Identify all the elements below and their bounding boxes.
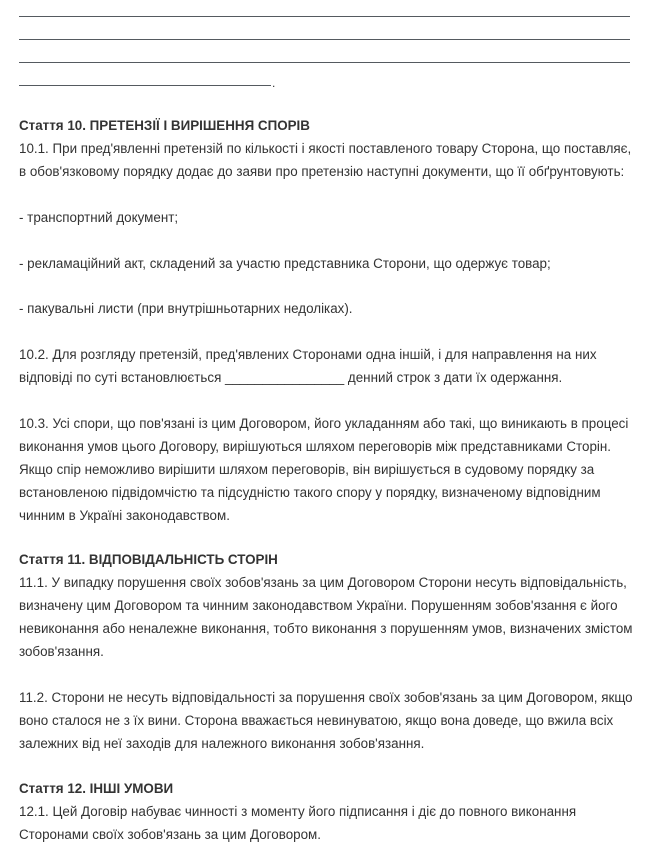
article-12-1-line: Сторонами своїх зобов'язань за цим Договором. <box>19 827 321 842</box>
article-10-2-line: відповіді по суті встановлюється ________________ денний строк з дати їх одержання. <box>19 370 563 385</box>
article-11-2-line: воно сталося не з їх вини. Сторона вважається невинуватою, якщо вона доведе, що вжила всіх <box>19 713 614 728</box>
article-11-heading: Стаття 11. ВІДПОВІДАЛЬНІСТЬ СТОРІН <box>19 552 278 567</box>
blank-fill-line <box>19 39 630 40</box>
article-12-heading: Стаття 12. ІНШІ УМОВИ <box>19 781 174 796</box>
blank-fill-line-short <box>19 85 271 86</box>
article-10-heading: Стаття 10. ПРЕТЕНЗІЇ І ВИРІШЕННЯ СПОРІВ <box>19 118 310 133</box>
article-11-2-line: 11.2. Сторони не несуть відповідальності за порушення своїх зобов'язань за цим Договором, якщо <box>19 690 633 705</box>
blank-fill-line <box>19 16 630 17</box>
article-11-1-line: зобов'язання. <box>19 644 104 659</box>
article-10-2-line: 10.2. Для розгляду претензій, пред'явлених Сторонами одна іншій, і для направлення на них <box>19 347 597 362</box>
blank-fill-line <box>19 62 630 63</box>
document-list-item: - рекламаційний акт, складений за участю представника Сторони, що одержує товар; <box>19 256 551 271</box>
article-10-1-line: 10.1. При пред'явленні претензій по кількості і якості поставленого товару Сторона, що поставляє, <box>19 141 632 156</box>
article-11-1-line: визначену цим Договором та чинним законодавством України. Порушенням зобов'язання є його <box>19 598 618 613</box>
article-11-1-line: 11.1. У випадку порушення своїх зобов'язань за цим Договором Сторони несуть відповідальність, <box>19 575 627 590</box>
article-11-2-line: залежних від неї заходів для належного виконання зобов'язання. <box>19 736 425 751</box>
article-10-3-line: встановленою підвідомчістю та підсудністю такого спору у порядку, визначеному відповідним <box>19 485 601 500</box>
document-list-item: - транспортний документ; <box>19 210 179 225</box>
article-12-1-line: 12.1. Цей Договір набуває чинності з моменту його підписання і діє до повного виконання <box>19 804 577 819</box>
document-list-item: - пакувальні листи (при внутрішньотарних недоліках). <box>19 301 353 316</box>
article-10-1-line: в обов'язковому порядку додає до заяви про претензію наступні документи, що її обґрунтовують: <box>19 164 625 179</box>
article-10-3-line: виконання умов цього Договору, вирішуються шляхом переговорів між представниками Сторін. <box>19 439 612 454</box>
article-10-3-line: чинним в Україні законодавством. <box>19 508 230 523</box>
blank-line-period: . <box>272 76 276 90</box>
article-11-1-line: невиконання або неналежне виконання, тобто виконання з порушенням умов, визначених змістом <box>19 621 633 636</box>
article-10-3-line: Якщо спір неможливо вирішити шляхом переговорів, він вирішується в судовому порядку за <box>19 462 595 477</box>
article-10-3-line: 10.3. Усі спори, що пов'язані із цим Договором, його укладанням або такі, що виникають в процесі <box>19 416 629 431</box>
